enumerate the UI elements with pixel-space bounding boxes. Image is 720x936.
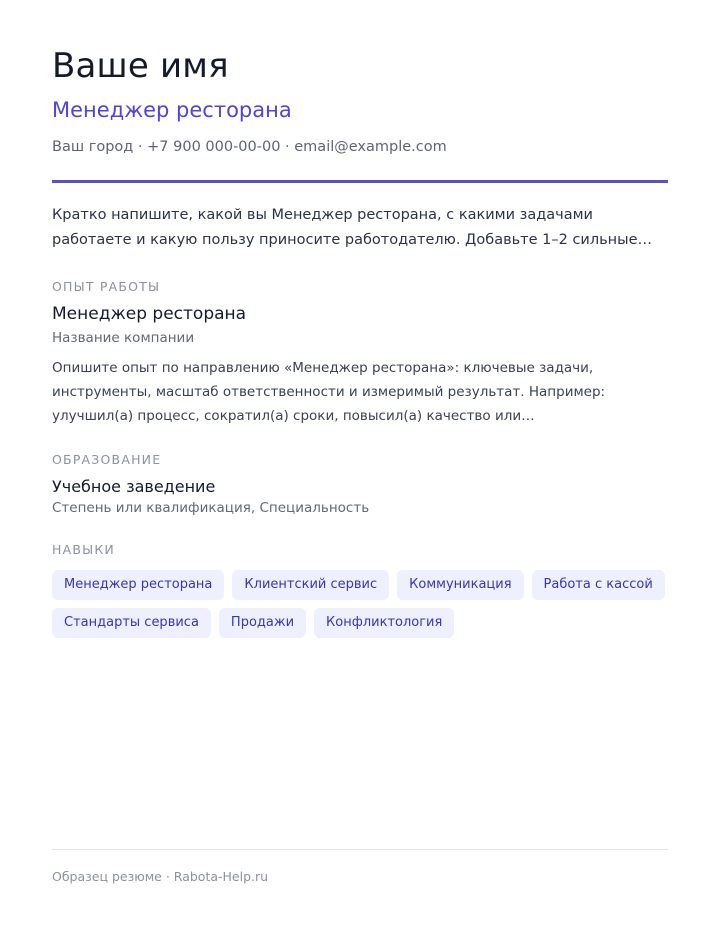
skill-chip: Коммуникация bbox=[397, 570, 523, 600]
skill-chip: Конфликтология bbox=[314, 608, 454, 638]
job-description: Опишите опыт по направлению «Менеджер ресторана»: ключевые задачи, инструменты, масштаб ответственности и измеримый результат. Например: улучшил(а) процесс, сократил(а) сроки, повысил(а) качество или… bbox=[52, 360, 606, 424]
skills-list bbox=[52, 570, 668, 638]
section-title-education: ОБРАЗОВАНИЕ bbox=[52, 452, 162, 467]
resume-name: Ваше имя bbox=[52, 46, 229, 86]
summary-paragraph: Кратко напишите, какой вы Менеджер ресторана, с какими задачами работаете и какую пользу приносите работодателю. Добавьте 1–2 сильные… bbox=[52, 207, 653, 248]
section-title-skills: НАВЫКИ bbox=[52, 542, 115, 557]
skill-chip: Продажи bbox=[219, 608, 306, 638]
skill-chip: Клиентский сервис bbox=[232, 570, 389, 600]
header-divider bbox=[52, 180, 668, 183]
footer-divider bbox=[52, 849, 668, 850]
resume-role: Менеджер ресторана bbox=[52, 98, 292, 122]
education-institution: Учебное заведение bbox=[52, 477, 216, 496]
company-name: Название компании bbox=[52, 330, 195, 346]
resume-page bbox=[52, 0, 668, 936]
skill-chip: Менеджер ресторана bbox=[52, 570, 224, 600]
skill-chip: Стандарты сервиса bbox=[52, 608, 211, 638]
contact-line: Ваш город · +7 900 000-00-00 · email@example.com bbox=[52, 139, 447, 155]
footer-text: Образец резюме · Rabota-Help.ru bbox=[52, 869, 269, 884]
education-degree: Степень или квалификация, Специальность bbox=[52, 500, 370, 516]
skill-chip: Работа с кассой bbox=[532, 570, 665, 600]
section-title-experience: ОПЫТ РАБОТЫ bbox=[52, 279, 161, 294]
job-title: Менеджер ресторана bbox=[52, 304, 247, 324]
